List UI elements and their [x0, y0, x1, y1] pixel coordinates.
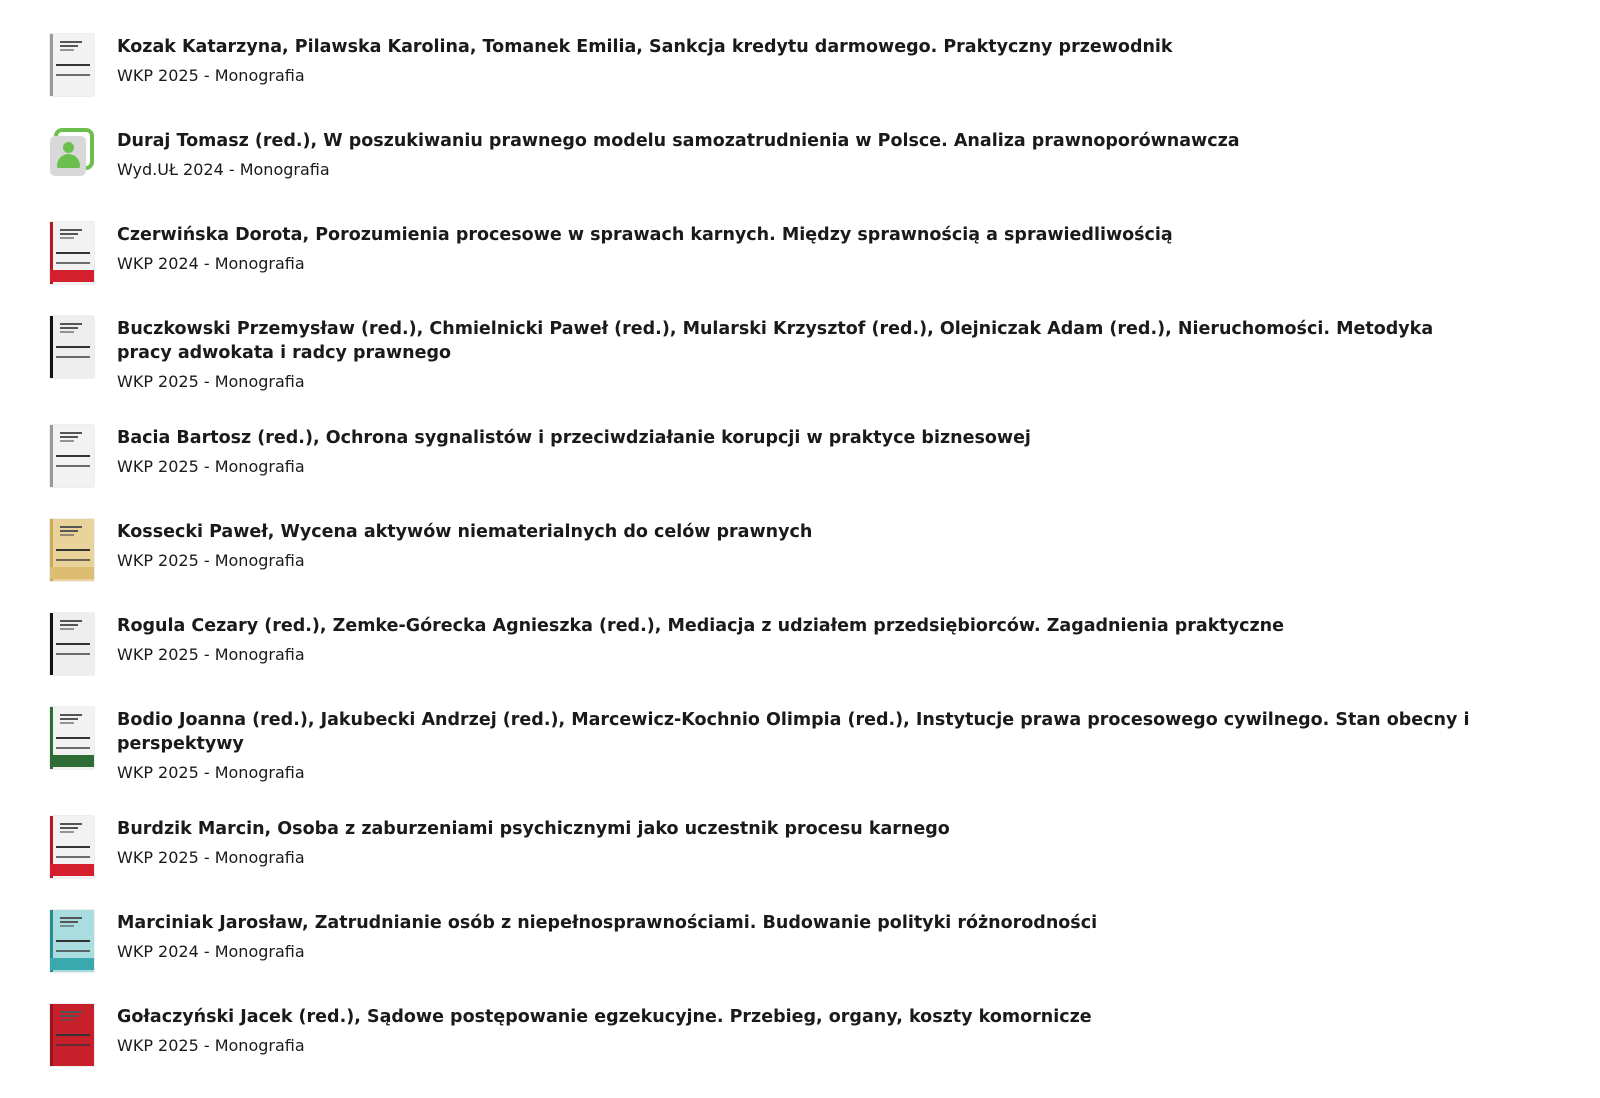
cover-rule: [56, 455, 90, 457]
result-item[interactable]: [50, 316, 1470, 393]
book-cover-icon[interactable]: [50, 816, 94, 878]
result-meta: WKP 2025 - Monografia: [117, 551, 305, 570]
user-placeholder-icon[interactable]: [50, 128, 94, 190]
result-text: [117, 1004, 1470, 1057]
cover-rule: [56, 1034, 90, 1036]
cover-title-line: [60, 432, 82, 434]
book-cover-icon[interactable]: [50, 1004, 94, 1066]
cover-title-line: [60, 925, 74, 927]
result-text: [117, 316, 1470, 393]
cover-rule: [56, 74, 90, 76]
result-item[interactable]: [50, 910, 1470, 972]
cover-title-line: [60, 526, 82, 528]
cover-band: [50, 755, 94, 767]
cover-spine: [50, 425, 53, 487]
cover-title-line: [60, 1015, 78, 1017]
result-meta: WKP 2025 - Monografia: [117, 763, 305, 782]
cover-title-line: [60, 41, 82, 43]
cover-band: [50, 567, 94, 579]
result-text: [117, 707, 1470, 784]
cover-rule: [56, 346, 90, 348]
cover-band: [50, 958, 94, 970]
result-item[interactable]: [50, 34, 1470, 96]
cover-title-line: [60, 620, 82, 622]
cover-title-line: [60, 628, 74, 630]
result-text: [117, 222, 1470, 275]
cover-rule: [56, 643, 90, 645]
cover-rule: [56, 262, 90, 264]
cover-title-line: [60, 237, 74, 239]
placeholder-head: [63, 142, 74, 153]
cover-rule: [56, 747, 90, 749]
cover-title-line: [60, 440, 74, 442]
result-title-link[interactable]: Kozak Katarzyna, Pilawska Karolina, Tomanek Emilia, Sankcja kredytu darmowego. Praktyczny przewodnik: [117, 37, 1173, 57]
result-text: [117, 128, 1470, 181]
cover-title-line: [60, 49, 74, 51]
cover-rule: [56, 252, 90, 254]
cover-title-line: [60, 714, 82, 716]
result-item[interactable]: [50, 222, 1470, 284]
result-item[interactable]: [50, 707, 1470, 784]
cover-rule: [56, 549, 90, 551]
result-title-link[interactable]: Bacia Bartosz (red.), Ochrona sygnalistów i przeciwdziałanie korupcji w praktyce biznesowej: [117, 428, 1031, 448]
cover-title-line: [60, 327, 78, 329]
cover-rule: [56, 856, 90, 858]
cover-title-line: [60, 921, 78, 923]
cover-rule: [56, 940, 90, 942]
result-text: [117, 34, 1470, 87]
cover-rule: [56, 737, 90, 739]
cover-spine: [50, 34, 53, 96]
result-text: [117, 613, 1470, 666]
cover-title-line: [60, 1019, 74, 1021]
book-cover-icon[interactable]: [50, 519, 94, 581]
cover-title-line: [60, 823, 82, 825]
result-meta: Wyd.UŁ 2024 - Monografia: [117, 160, 330, 179]
cover-band: [50, 270, 94, 282]
result-text: [117, 519, 1470, 572]
result-meta: WKP 2025 - Monografia: [117, 372, 305, 391]
cover-title-line: [60, 45, 78, 47]
result-title-link[interactable]: Rogula Cezary (red.), Zemke-Górecka Agnieszka (red.), Mediacja z udziałem przedsiębiorców. Zagadnienia praktyczne: [117, 616, 1285, 636]
cover-rule: [56, 356, 90, 358]
cover-rule: [56, 465, 90, 467]
cover-title-line: [60, 534, 74, 536]
book-cover-icon[interactable]: [50, 316, 94, 378]
result-item[interactable]: [50, 1004, 1470, 1066]
cover-rule: [56, 950, 90, 952]
result-meta: WKP 2025 - Monografia: [117, 848, 305, 867]
cover-title-line: [60, 827, 78, 829]
cover-rule: [56, 653, 90, 655]
result-item[interactable]: [50, 519, 1470, 581]
result-item[interactable]: [50, 816, 1470, 878]
result-meta: WKP 2025 - Monografia: [117, 457, 305, 476]
cover-title-line: [60, 831, 74, 833]
result-meta: WKP 2024 - Monografia: [117, 942, 305, 961]
result-title-link[interactable]: Burdzik Marcin, Osoba z zaburzeniami psychicznymi jako uczestnik procesu karnego: [117, 819, 950, 839]
book-cover-icon[interactable]: [50, 707, 94, 769]
result-title-link[interactable]: Czerwińska Dorota, Porozumienia procesowe w sprawach karnych. Między sprawnością a sprawiedliwością: [117, 225, 1173, 245]
cover-title-line: [60, 436, 78, 438]
cover-title-line: [60, 229, 82, 231]
book-cover-icon[interactable]: [50, 222, 94, 284]
cover-rule: [56, 846, 90, 848]
result-text: [117, 425, 1470, 478]
result-meta: WKP 2025 - Monografia: [117, 645, 305, 664]
book-cover-icon[interactable]: [50, 910, 94, 972]
cover-title-line: [60, 331, 74, 333]
cover-title-line: [60, 917, 82, 919]
cover-spine: [50, 316, 53, 378]
result-meta: WKP 2024 - Monografia: [117, 254, 305, 273]
result-title-link[interactable]: Bodio Joanna (red.), Jakubecki Andrzej (red.), Marcewicz-Kochnio Olimpia (red.), Instytucje prawa procesowego cywilnego. Stan obecny i perspektywy: [117, 710, 1470, 754]
result-text: [117, 816, 1470, 869]
result-title-link[interactable]: Buczkowski Przemysław (red.), Chmielnicki Paweł (red.), Mularski Krzysztof (red.), Olejniczak Adam (red.), Nieruchomości. Metodyka pracy adwokata i radcy prawnego: [117, 319, 1434, 363]
cover-title-line: [60, 624, 78, 626]
cover-title-line: [60, 323, 82, 325]
cover-title-line: [60, 530, 78, 532]
cover-rule: [56, 64, 90, 66]
result-title-link[interactable]: Marciniak Jarosław, Zatrudnianie osób z niepełnosprawnościami. Budowanie polityki różnorodności: [117, 913, 1098, 933]
result-title-link[interactable]: Duraj Tomasz (red.), W poszukiwaniu prawnego modelu samozatrudnienia w Polsce. Analiza prawnoporównawcza: [117, 131, 1240, 151]
cover-spine: [50, 613, 53, 675]
cover-spine: [50, 1004, 53, 1066]
book-cover-icon[interactable]: [50, 425, 94, 487]
cover-title-line: [60, 233, 78, 235]
cover-title-line: [60, 1011, 82, 1013]
cover-rule: [56, 1044, 90, 1046]
result-item[interactable]: [50, 128, 1470, 190]
cover-title-line: [60, 722, 74, 724]
cover-rule: [56, 559, 90, 561]
result-text: [117, 910, 1470, 963]
result-title-link[interactable]: Gołaczyński Jacek (red.), Sądowe postępowanie egzekucyjne. Przebieg, organy, koszty komornicze: [117, 1007, 1092, 1027]
cover-title-line: [60, 718, 78, 720]
result-title-link[interactable]: Kossecki Paweł, Wycena aktywów niematerialnych do celów prawnych: [117, 522, 813, 542]
result-meta: WKP 2025 - Monografia: [117, 66, 305, 85]
book-cover-icon[interactable]: [50, 613, 94, 675]
book-cover-icon[interactable]: [50, 34, 94, 96]
result-item[interactable]: [50, 425, 1470, 487]
result-item[interactable]: [50, 613, 1470, 675]
result-meta: WKP 2025 - Monografia: [117, 1036, 305, 1055]
cover-band: [50, 864, 94, 876]
search-results-list: [50, 34, 1470, 1098]
